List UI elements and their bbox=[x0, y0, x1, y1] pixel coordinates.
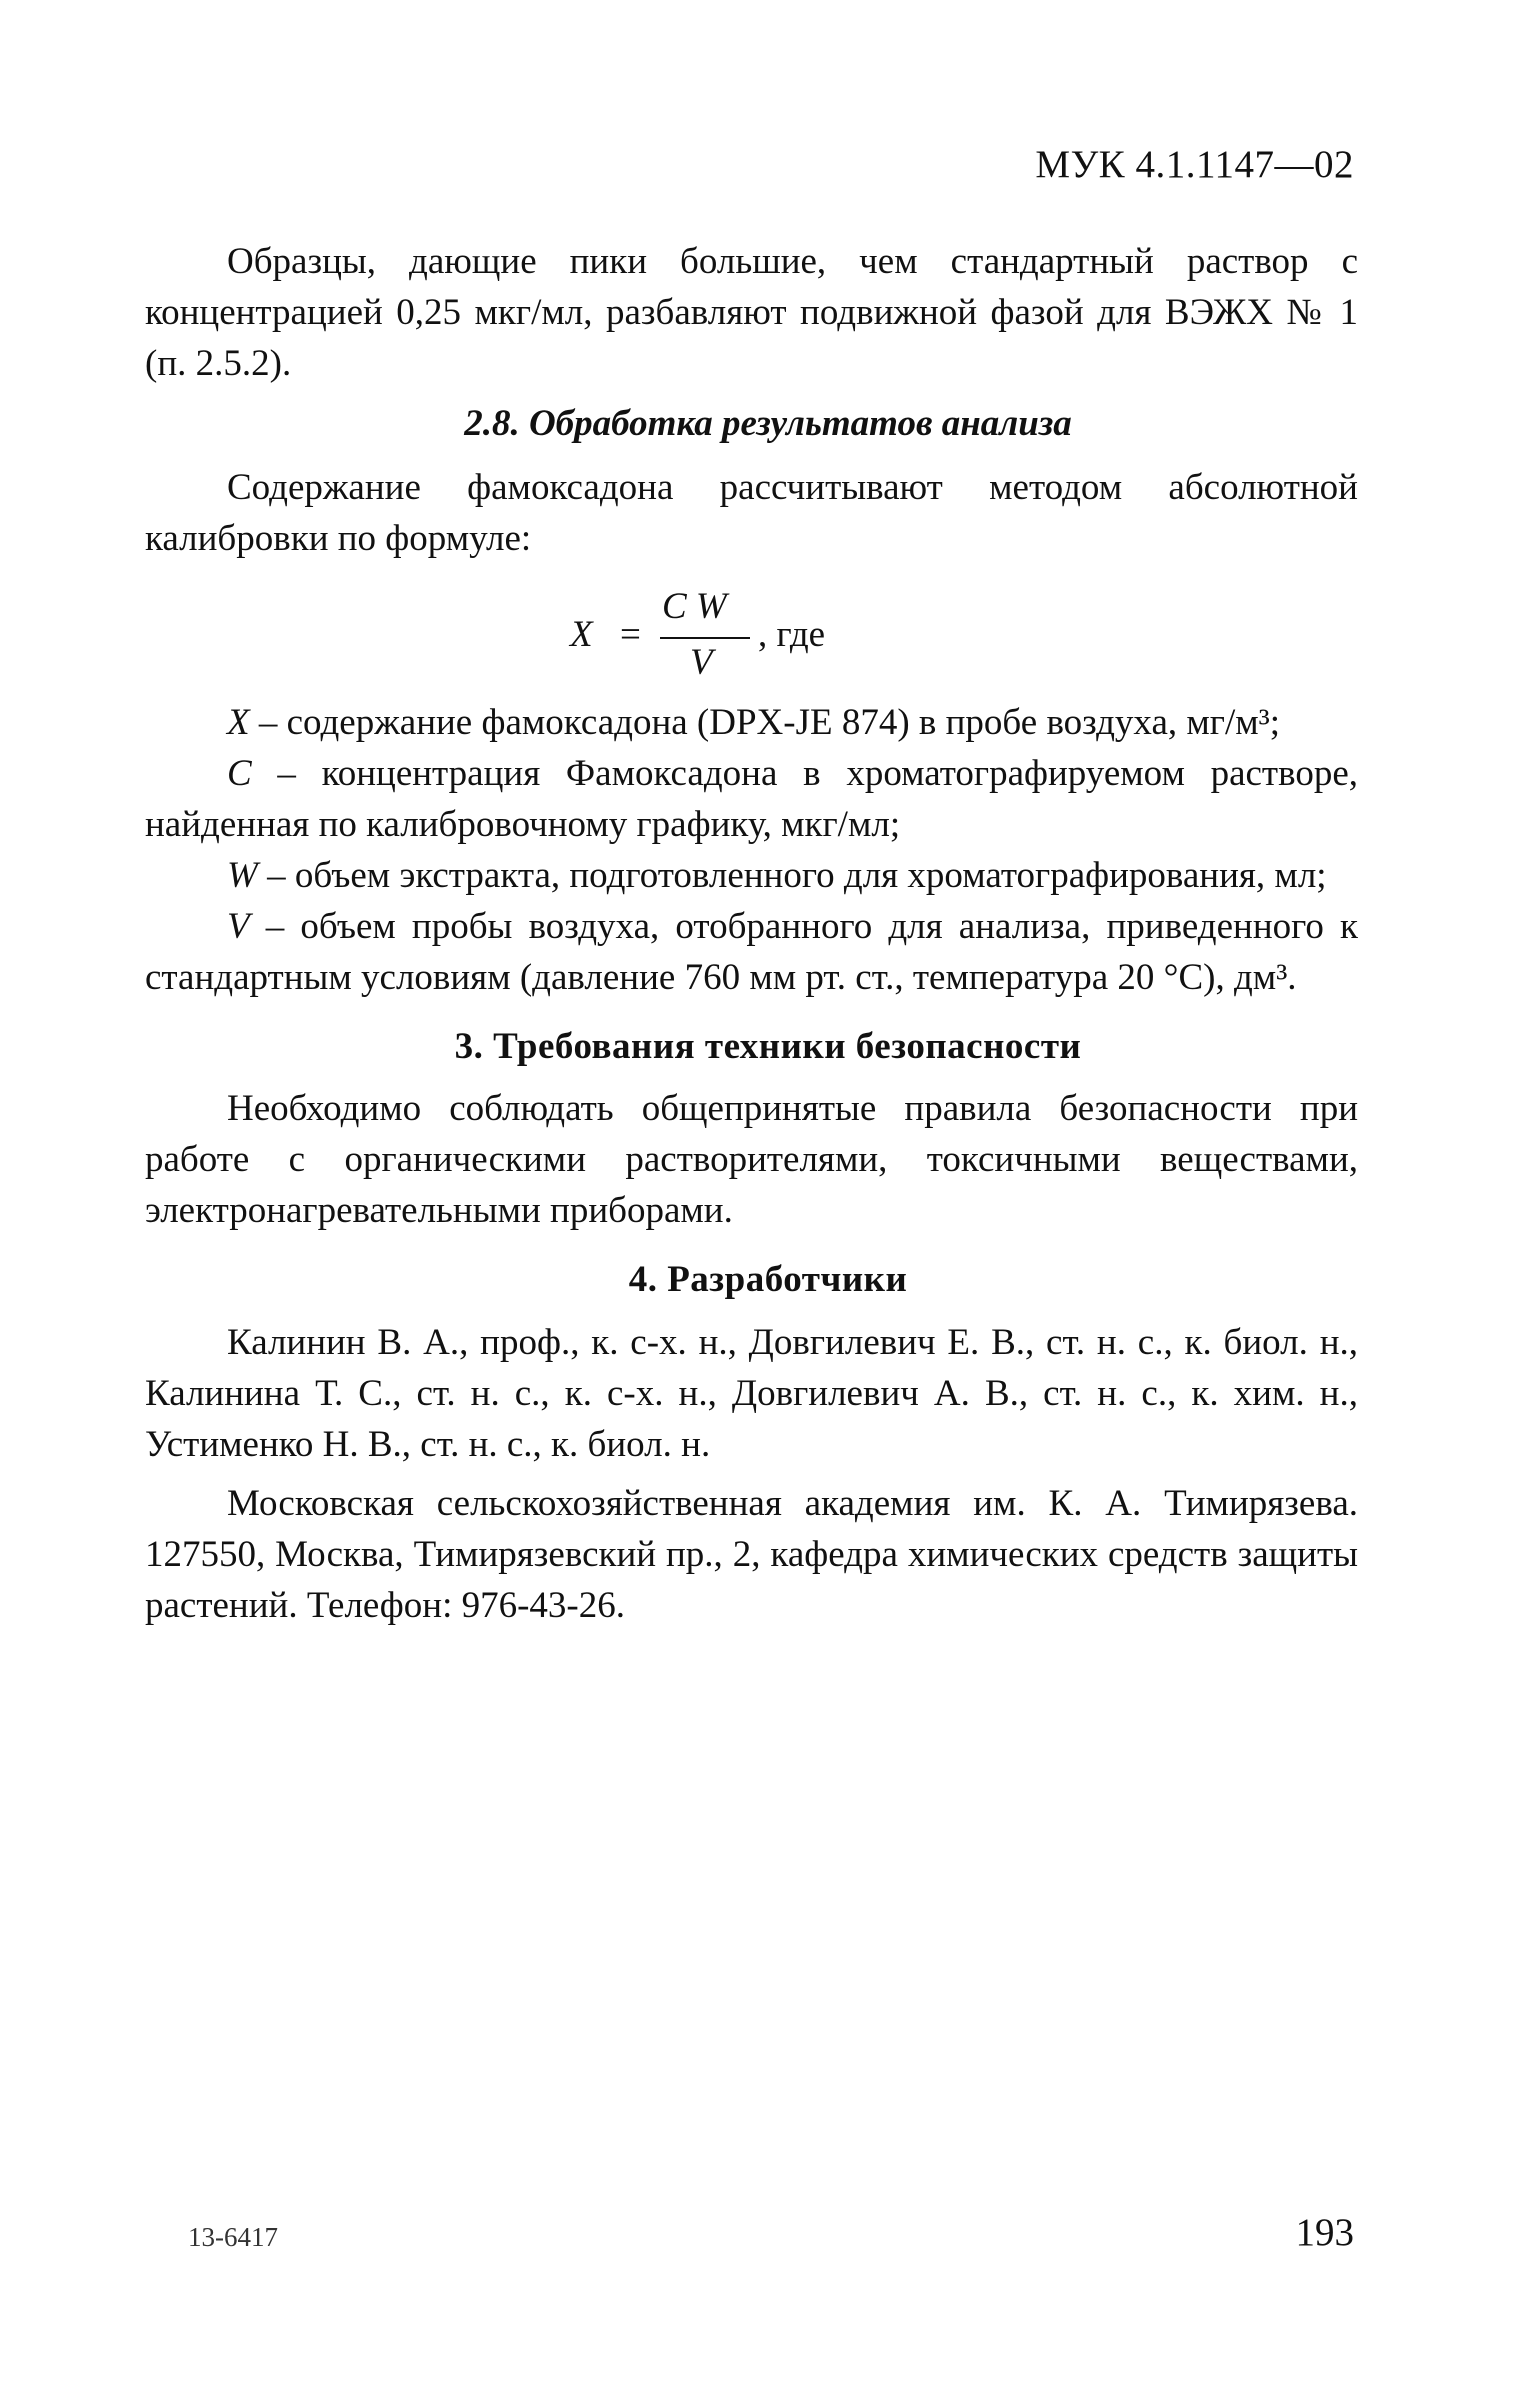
samples-text: Образцы, дающие пики большие, чем стандартный раствор с концентрацией 0,25 мкг/мл, разбавляют подвижной фазой для ВЭЖХ № 1 (п. 2.5.2). bbox=[145, 241, 1358, 384]
developers-block bbox=[145, 1317, 1358, 1631]
definition-x: X – содержание фамоксадона (DPX-JE 874) в пробе воздуха, мг/м³; bbox=[227, 702, 1281, 743]
definitions-list bbox=[145, 697, 1358, 1003]
definition-c: C – концентрация Фамоксадона в хроматографируемом растворе, найденная по калибровочному графику, мкг/мл; bbox=[145, 753, 1358, 845]
print-code: 13-6417 bbox=[188, 2222, 278, 2252]
organization-text: Московская сельскохозяйственная академия им. К. А. Тимирязева. 127550, Москва, Тимирязевский пр., 2, кафедра химических средств защиты растений. Телефон: 976-43-26. bbox=[145, 1483, 1358, 1626]
authors-text: Калинин В. А., проф., к. с-х. н., Довгилевич Е. В., ст. н. с., к. биол. н., Калинина Т. С., ст. н. с., к. с-х. н., Довгилевич А. В., ст. н. с., к. хим. н., Устименко Н. В., ст. н. с., к. биол. н. bbox=[145, 1322, 1358, 1465]
formula-tail: , где bbox=[758, 614, 826, 655]
calculation-formula bbox=[570, 585, 970, 695]
page-number: 193 bbox=[1295, 2211, 1354, 2254]
samples-paragraph bbox=[145, 236, 1358, 389]
section-4-title: 4. Разработчики bbox=[628, 1259, 908, 1300]
formula-denominator: V bbox=[690, 642, 713, 683]
safety-paragraph bbox=[145, 1083, 1358, 1236]
calibration-intro bbox=[145, 462, 1358, 564]
definition-v: V – объем пробы воздуха, отобранного для анализа, приведенного к стандартным условиям (давление 760 мм рт. ст., температура 20 °С), дм³. bbox=[145, 906, 1358, 998]
formula-numerator: C W bbox=[662, 586, 727, 627]
formula-equals: = bbox=[620, 614, 641, 655]
document-code: МУК 4.1.1147—02 bbox=[1035, 143, 1354, 186]
formula-lhs: X bbox=[570, 614, 593, 655]
definition-w: W – объем экстракта, подготовленного для хроматографирования, мл; bbox=[227, 855, 1327, 896]
section-2-8-title: 2.8. Обработка результатов анализа bbox=[464, 403, 1072, 444]
safety-text: Необходимо соблюдать общепринятые правила безопасности при работе с органическими растворителями, токсичными веществами, электронагревательными приборами. bbox=[145, 1088, 1358, 1231]
section-3-title: 3. Требования техники безопасности bbox=[454, 1026, 1082, 1067]
calibration-intro-text: Содержание фамоксадона рассчитывают методом абсолютной калибровки по формуле: bbox=[145, 467, 1358, 559]
fraction-bar bbox=[660, 637, 750, 639]
